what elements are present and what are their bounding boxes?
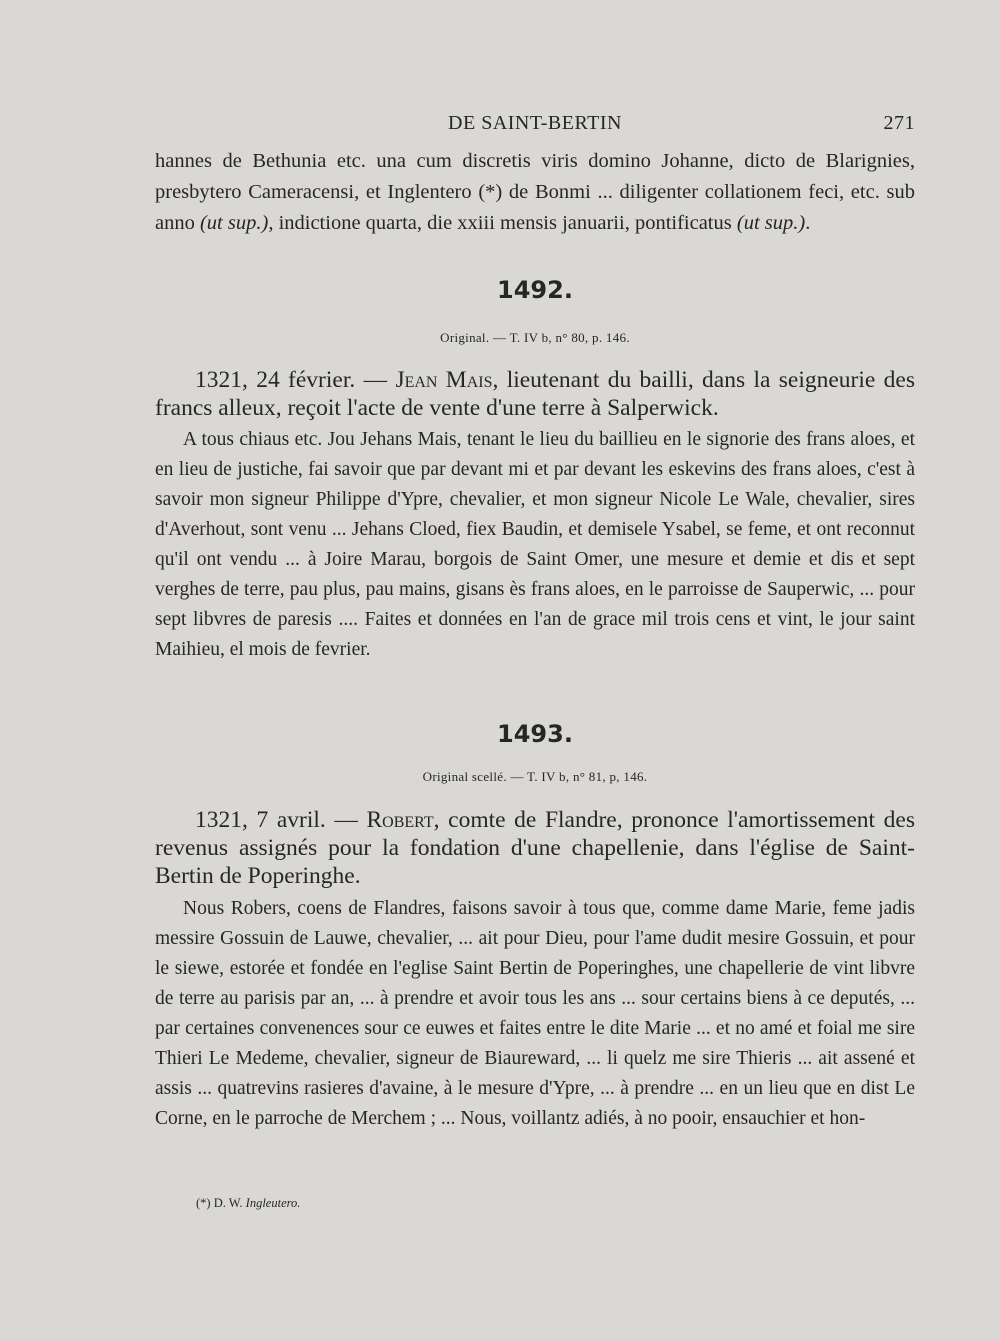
footnote-marker: (*) D. W. <box>196 1196 246 1210</box>
running-head <box>155 112 915 140</box>
entry-text: A tous chiaus etc. Jou Jehans Mais, tenant le lieu du baillieu en le signorie des frans aloes, et en lieu de justiche, fai savoir que par devant mi et par devant les eskevins des frans aloes, c'est à savoir mon signeur Philippe d'Ypre, chevalier, et mon signeur Nicole Le Wale, chevalier, sires d'Averhout, sont venu ... Jehans Cloed, fiex Baudin, et demisele Ysabel, se feme, et ont reconnut qu'il ont vendu ... à Joire Marau, borgois de Saint Omer, une mesure et demie et dis et sept verghes de terre, pau plus, pau mains, gisans ès frans aloes, en le parroisse de Sauperwic, ... pour sept libvres de paresis .... Faites et données en l'an de grace mil trois cens et vint, le jour saint Maihieu, el mois de fevrier. <box>155 429 915 660</box>
entry-source: Original scellé. — T. IV b, n° 81, p, 146. <box>422 769 648 784</box>
italic-ut-sup: (ut sup.) <box>736 212 806 234</box>
continuation-paragraph: hannes de Bethunia etc. una cum discretis viris domino Johanne, dicto de Blarignies, presbytero Cameracensi, et Inglentero (*) de Bonmi ... diligenter collationem feci, etc. sub anno (ut sup.), indictione quarta, die xxiii mensis januarii, pontificatus (ut sup.). <box>155 150 915 234</box>
entry-number: 1492. <box>497 276 573 304</box>
entry-summary: 1321, 7 avril. — Robert, comte de Flandre, prononce l'amortissement des revenus assignés pour la fondation d'une chapellenie, dans l'église de Saint-Bertin de Poperinghe. <box>155 807 915 889</box>
page-number: 271 <box>883 112 915 134</box>
summary-name: Jean Mais <box>395 367 493 393</box>
italic-ut-sup: (ut sup.) <box>199 212 269 234</box>
entry-number: 1493. <box>497 720 573 748</box>
footnote-text: Ingleutero. <box>245 1196 301 1210</box>
entry-source: Original. — T. IV b, n° 80, p. 146. <box>440 330 630 345</box>
entry-text: Nous Robers, coens de Flandres, faisons savoir à tous que, comme dame Marie, feme jadis messire Gossuin de Lauwe, chevalier, ... ait pour Dieu, pour l'ame dudit mesire Gossuin, et pour le siewe, estorée et fondée en l'eglise Saint Bertin de Poperinghes, une chapellerie de vint libvre de terre au parisis par an, ... à prendre et avoir tous les ans ... sour certains biens à ce deputés, ... par certaines convenences sour ce euwes et faites entre le dite Marie ... et no amé et foial me sire Thieri Le Medeme, chevalier, signeur de Biaureward, ... li quelz me sire Thieris ... ait assené et assis ... quatrevins rasieres d'avaine, à le mesure d'Ypre, ... à prendre ... en un lieu que en dist Le Corne, en le parroche de Merchem ; ... Nous, voillantz adiés, à no pooir, ensauchier et hon- <box>155 898 915 1129</box>
running-title: DE SAINT-BERTIN <box>448 112 622 134</box>
footnote <box>196 1196 300 1211</box>
entry-summary: 1321, 24 février. — Jean Mais, lieutenant du bailli, dans la seigneurie des francs alleux, reçoit l'acte de vente d'une terre à Salperwick. <box>155 367 915 421</box>
summary-name: Robert <box>366 807 434 833</box>
